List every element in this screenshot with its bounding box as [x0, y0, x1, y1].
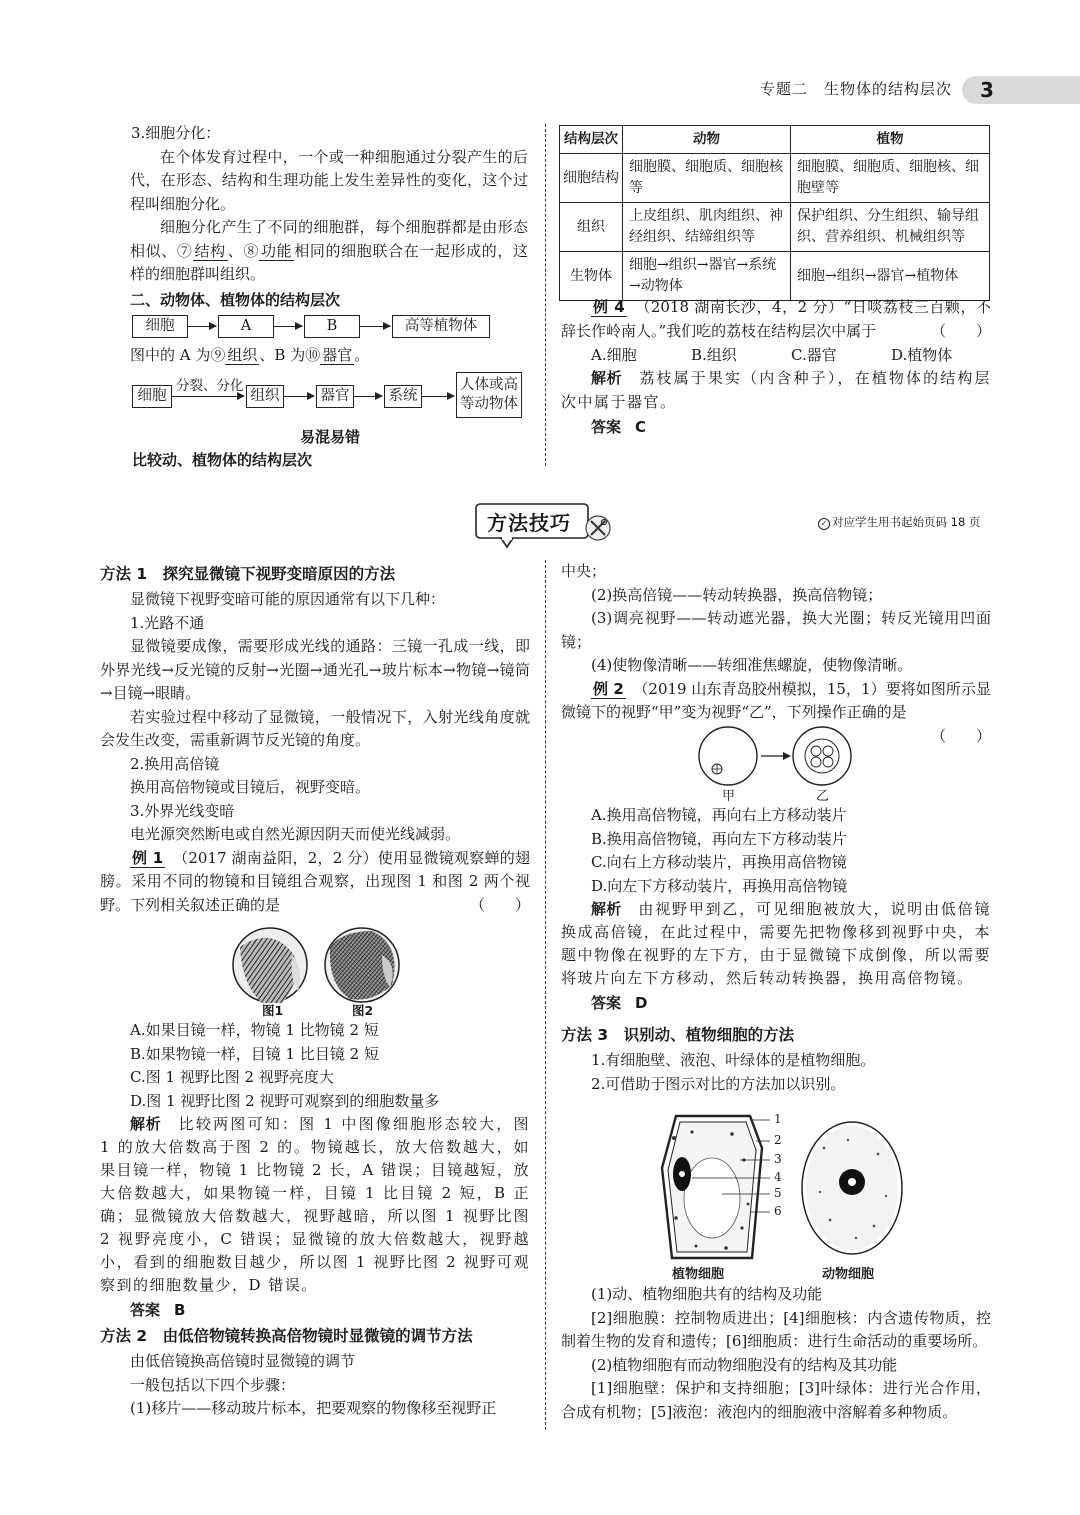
page-ref: ✓ 对应学生用书起始页码 18 页	[818, 514, 980, 530]
flow-box-cell: 细胞	[132, 315, 188, 338]
tools-icon	[583, 513, 613, 543]
example2-answer: 答案 D	[591, 994, 648, 1012]
table-cell: 上皮组织、肌肉组织、神经组织、结缔组织等	[623, 203, 791, 252]
table-header-row	[560, 126, 990, 154]
diagram-number-3: 3	[774, 1152, 782, 1166]
structure-table	[559, 125, 990, 301]
m2-intro1: 由低倍镜换高倍镜时显微镜的调节	[130, 1352, 356, 1370]
example1-option-b: B.如果物镜一样，目镜 1 比目镜 2 短	[130, 1044, 379, 1063]
table-cell: 生物体	[560, 252, 623, 301]
section-title: 二、动物体、植物体的结构层次	[130, 290, 341, 309]
m1-intro: 显微镜下视野变暗可能的原因通常有以下几种：	[130, 590, 446, 608]
plant-flow-diagram	[130, 314, 530, 340]
table-cell: 组织	[560, 203, 623, 252]
flow-arrow	[172, 396, 244, 397]
blank-9: 组织	[227, 346, 258, 364]
arrow-label: 分裂、分化	[176, 378, 244, 394]
left-bottom-column	[100, 560, 530, 917]
diagram-number-2: 2	[774, 1133, 782, 1147]
flow-arrow	[422, 396, 454, 397]
flow-box-a: A	[218, 315, 274, 338]
example1-option-a: A.如果目镜一样，物镜 1 比物镜 2 短	[130, 1021, 379, 1039]
example4-analysis: 解析 荔枝属于果实（内含种子），在植物体的结构层次中属于器官。	[561, 369, 991, 411]
example1-answer: 答案 B	[130, 1301, 186, 1319]
option-d: D.植物体	[891, 346, 953, 364]
diagram-number-4: 4	[774, 1170, 782, 1184]
example1-question: 例 1 （2017 湖南益阳，2，2 分）使用显微镜观察蝉的翅膀。采用不同的物镜和目镜组合观察，出现图 1 和图 2 两个视野。下列相关叙述正确的是 （ ）	[100, 848, 530, 914]
flow-arrow	[284, 396, 314, 397]
example1-option-c: C.图 1 视野比图 2 视野亮度大	[130, 1068, 334, 1086]
example4-options	[591, 343, 991, 367]
m2-step1: (1)移片——移动玻片标本，把要观察的物像移至视野正	[130, 1399, 497, 1417]
flow-box-plant: 高等植物体	[392, 315, 490, 338]
animal-flow-diagram	[130, 370, 530, 420]
page-number-tab	[962, 76, 1080, 104]
plant-cell-label: 植物细胞	[672, 1267, 725, 1282]
option-a: A.细胞	[591, 346, 637, 364]
flow-arrow	[188, 326, 216, 327]
table-cell: 细胞膜、细胞质、细胞核、细胞壁等	[791, 154, 990, 203]
example1-label: 例 1	[132, 848, 164, 867]
example2-option-d: D.向左下方移动装片，再换用高倍物镜	[591, 876, 848, 895]
field-jia-yi-figure	[697, 725, 857, 805]
column-divider-top	[545, 124, 546, 466]
table-cell: 细胞→组织→器官→植物体	[791, 252, 990, 301]
flow-box-tissue: 组织	[246, 385, 284, 408]
confuse-title: 易混易错	[299, 428, 360, 446]
diagram-number-6: 6	[774, 1204, 782, 1218]
flow-box-b: B	[304, 315, 360, 338]
flow-box-system: 系统	[384, 385, 422, 408]
method-banner	[475, 503, 603, 539]
table-cell: 细胞结构	[560, 154, 623, 203]
blank-8: 功能	[261, 241, 293, 260]
fig1-label: 图1	[262, 1003, 284, 1018]
table-cell: 保护组织、分生组织、输导组织、营养组织、机械组织等	[791, 203, 990, 252]
flow-arrow	[354, 396, 382, 397]
m1-3-text: 电光源突然断电或自然光源因阴天而使光线减弱。	[130, 825, 461, 843]
example4-label: 例 4	[593, 298, 625, 316]
flow-arrow	[274, 326, 302, 327]
m3-plant-text: [1]细胞壁：保护和支持细胞；[3]叶绿体：进行光合作用，合成有机物；[5]液泡：液泡内的细胞液中溶解着多种物质。	[561, 1379, 991, 1421]
item3-text: 在个体发育过程中，一个或一种细胞通过分裂产生的后代，在形态、结构和生理功能上发生差异性的变化，这个过程叫细胞分化。	[130, 147, 528, 213]
field-views-illustration	[697, 725, 857, 787]
example2-option-a: A.换用高倍物镜，再向右上方移动装片	[591, 806, 847, 824]
flow-box-cell: 细胞	[132, 385, 172, 408]
m1-2-title: 2.换用高倍镜	[130, 754, 220, 773]
m1-1-text2: 若实验过程中移动了显微镜，一般情况下，入射光线角度就会发生改变，需重新调节反光镜的角度。	[100, 707, 530, 749]
m3-item1: 1.有细胞壁、液泡、叶绿体的是植物细胞。	[591, 1051, 876, 1069]
example4-answer: 答案 C	[591, 418, 647, 436]
m2-step3: (3)调亮视野——转动遮光器，换大光圈；转反光镜用凹面镜；	[561, 609, 991, 651]
fig-yi-label: 乙	[816, 789, 830, 804]
example1-analysis: 解析 比较两图可知：图 1 中图像细胞形态较大，图 1 的放大倍数高于图 2 的。物镜越长，放大倍数越大，如果目镜一样，物镜 1 比物镜 2 长，A 错误；目镜越短，放大倍数越大，如果物镜一样，目镜 1 比目镜 2 短，B 正确；显微镜放大倍数越大，视野越暗，所以图 1 视野比图 2 视野亮度小，C 错误；显微镜的放大倍数越大，视野越小，看到的细胞数目越少，所以图 1 视野比图 2 视野可观察到的细胞数量少，D 错误。	[100, 1115, 530, 1294]
table-cell: 细胞膜、细胞质、细胞核等	[623, 154, 791, 203]
m1-1-title: 1.光路不通	[130, 613, 205, 632]
item3-title: 3.细胞分化：	[131, 124, 221, 142]
header-title: 专题二 生物体的结构层次	[759, 80, 952, 98]
example4-question: 例 4 （2018 湖南长沙，4，2 分）“日啖荔枝三百颗，不辞长作岭南人。”我们吃的荔枝在结构层次中属于 （ ）	[561, 298, 991, 340]
page-header	[0, 74, 1080, 106]
animal-cell-label: 动物细胞	[822, 1267, 875, 1282]
right-bottom-column	[561, 560, 991, 748]
table-row	[560, 252, 990, 301]
option-b: B.组织	[691, 346, 737, 364]
cell-comparison-diagram	[652, 1108, 942, 1286]
method1-title: 方法 1 探究显微镜下视野变暗原因的方法	[100, 565, 396, 583]
right-bottom-column-3	[561, 1283, 991, 1424]
blank-7: 结构	[194, 241, 226, 260]
option-c: C.器官	[791, 346, 837, 364]
microscope-figures	[232, 925, 412, 1020]
m1-1-text: 显微镜要成像，需要形成光线的通路：三镜一孔成一线，即外界光线→反光镜的反射→光圈→通光孔→玻片标本→物镜→镜筒→目镜→眼睛。	[100, 637, 530, 702]
m2-step4: (4)使物像清晰——转细准焦螺旋，使物像清晰。	[591, 656, 913, 674]
left-bottom-column-2	[100, 1019, 530, 1421]
diagram-number-1: 1	[774, 1112, 782, 1126]
table-row	[560, 203, 990, 252]
example2-analysis: 解析 由视野甲到乙，可见细胞被放大，说明由低倍镜换成高倍镜，在此过程中，需要先把物像移到视野中央，本题中物像在视野的左下方，由于显微镜下成倒像，所以需要将玻片向左下方移动，然后转动转换器，换用高倍物镜。	[561, 900, 991, 987]
fill-sentence: 图中的 A 为⑨ 组织 、B 为⑩ 器官 。	[130, 346, 370, 364]
example2-option-b: B.换用高倍物镜，再向左下方移动装片	[591, 829, 847, 848]
m2-step1-cont: 中央；	[561, 562, 607, 580]
table-header-cell: 植物	[791, 126, 990, 154]
left-top-column	[130, 122, 528, 312]
m3-item2: 2.可借助于图示对比的方法加以识别。	[591, 1074, 846, 1093]
tissue-paragraph: 细胞分化产生了不同的细胞群，每个细胞群都是由形态相似、⑦ 结构 、⑧ 功能 相同的细胞联合在一起形成的，这样的细胞群叫组织。	[130, 218, 528, 283]
table-header-cell: 动物	[623, 126, 791, 154]
column-divider-bottom	[545, 560, 546, 1430]
m3-common-text: [2]细胞膜：控制物质进出；[4]细胞核：内含遗传物质，控制着生物的发育和遗传；[6]细胞质：进行生命活动的重要场所。	[561, 1308, 991, 1350]
check-circle-icon: ✓	[818, 518, 830, 530]
flow-box-organ: 器官	[316, 385, 354, 408]
blank-10: 器官	[322, 346, 353, 364]
m3-plant-title: (2)植物细胞有而动物细胞没有的结构及其功能	[591, 1355, 898, 1374]
example2-label: 例 2	[593, 679, 624, 698]
m2-step2: (2)换高倍镜——转动转换器，换高倍物镜；	[591, 585, 883, 604]
m2-intro2: 一般包括以下四个步骤：	[130, 1375, 296, 1394]
fig2-label: 图2	[352, 1003, 374, 1018]
m3-common-title: (1)动、植物细胞共有的结构及功能	[591, 1285, 823, 1303]
table-header-cell: 结构层次	[560, 126, 623, 154]
example2-question: 例 2 （2019 山东青岛胶州模拟，15，1）要将如图所示显微镜下的视野“甲”变为视野“乙”，下列操作正确的是 （ ）	[561, 679, 991, 745]
diagram-number-5: 5	[774, 1186, 782, 1200]
fig-jia-label: 甲	[722, 789, 736, 804]
table-cell: 细胞→组织→器官→系统→动物体	[623, 252, 791, 301]
method3-title: 方法 3 识别动、植物细胞的方法	[561, 1026, 795, 1044]
example1-option-d: D.图 1 视野比图 2 视野可观察到的细胞数量多	[130, 1091, 440, 1110]
m1-3-title: 3.外界光线变暗	[130, 801, 235, 820]
right-top-column	[561, 296, 991, 441]
method2-title: 方法 2 由低倍物镜转换高倍物镜时显微镜的调节方法	[100, 1327, 473, 1345]
flow-box-animal: 人体或高等动物体	[456, 372, 522, 418]
microscope-fields-illustration	[232, 925, 412, 1007]
m1-2-text: 换用高倍物镜或目镜后，视野变暗。	[130, 778, 371, 796]
cell-illustration	[652, 1108, 942, 1268]
table-row	[560, 154, 990, 203]
example2-option-c: C.向右上方移动装片，再换用高倍物镜	[591, 853, 847, 871]
flow-arrow	[360, 326, 390, 327]
page-number: 3	[980, 78, 994, 102]
right-bottom-column-2	[561, 804, 991, 1096]
compare-title: 比较动、植物体的结构层次	[132, 451, 313, 469]
banner-title: 方法技巧	[487, 511, 571, 535]
